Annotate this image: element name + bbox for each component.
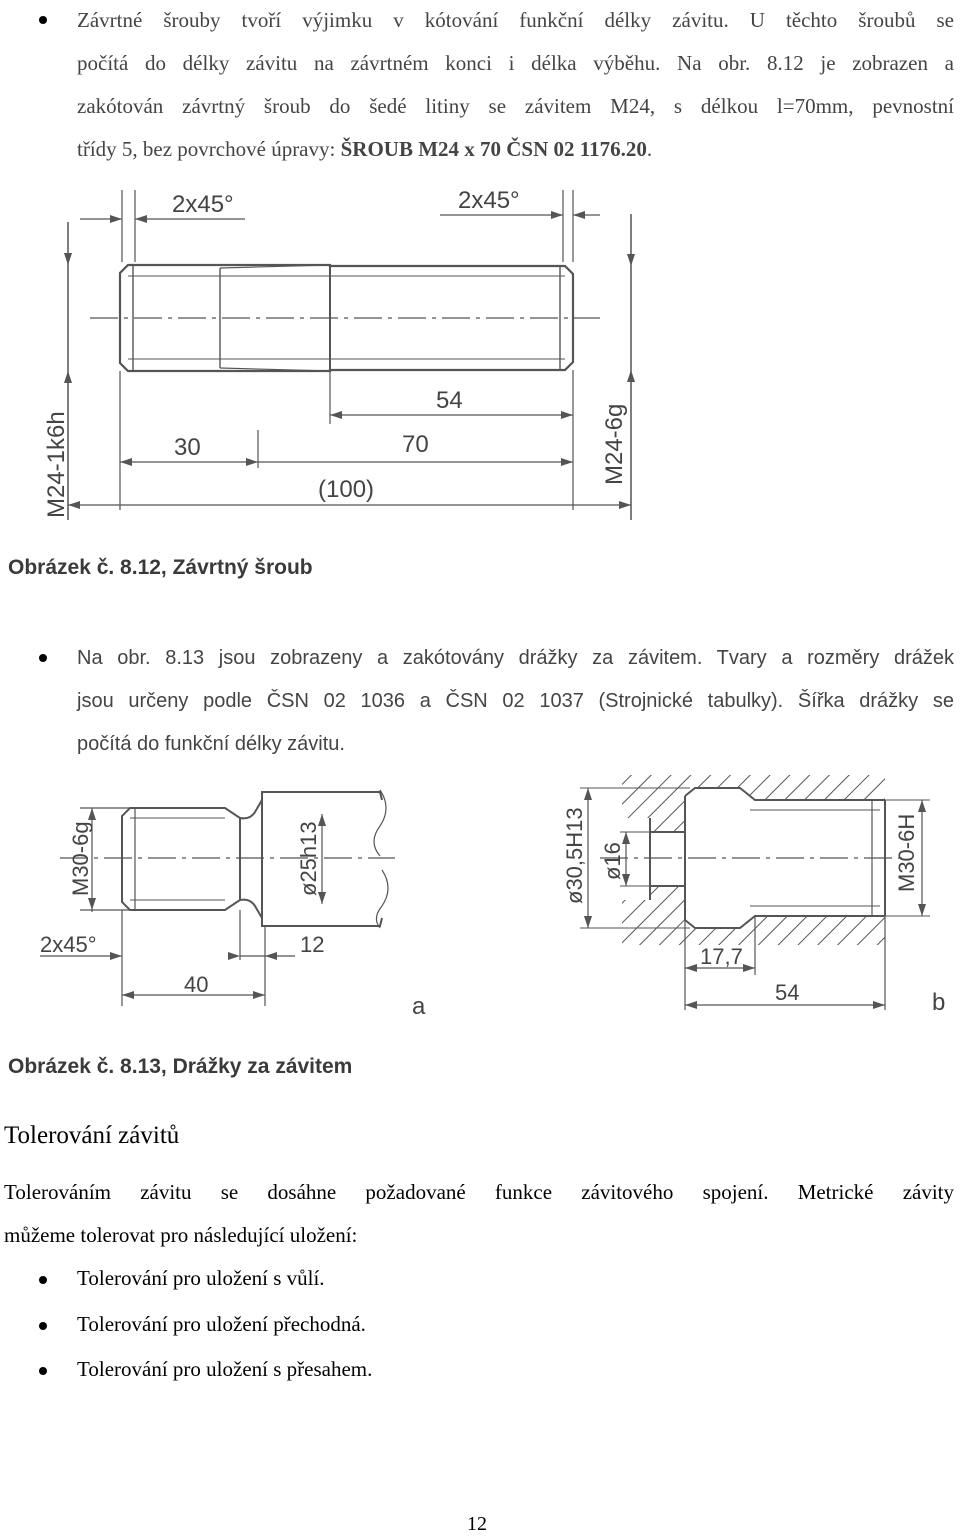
figure-1-caption: Obrázek č. 8.12, Závrtný šroub <box>8 556 313 579</box>
dim-12-label: 12 <box>300 932 325 957</box>
bullet-item-3 <box>39 1367 47 1375</box>
dim-40-label: 40 <box>184 972 209 997</box>
bullet-1 <box>39 16 47 24</box>
dim-100-label: (100) <box>318 476 375 503</box>
dim-70-label: 70 <box>402 431 429 458</box>
intro-line-1: Závrtné šrouby tvoří výjimku v kótování funkční délky závitu. U těchto šroubů se <box>77 8 954 32</box>
intro-line-4 <box>77 128 954 171</box>
stud-bolt-drawing <box>30 175 650 535</box>
letter-b-label: b <box>932 989 946 1016</box>
intro-line-4-prefix: třídy 5, bez povrchové úpravy: <box>77 137 341 161</box>
dim-54-label: 54 <box>436 387 463 414</box>
chamfer-a-label: 2x45° <box>40 932 97 957</box>
tolerance-b-label: M30-6H <box>894 813 919 892</box>
bullet-2 <box>39 654 47 662</box>
intro-line-3: zakótován závrtný šroub do šedé litiny se závitem M24, s délkou l=70mm, pevnostní <box>77 94 954 118</box>
diameter-b2-label: ø16 <box>600 842 625 880</box>
figure-2-caption: Obrázek č. 8.13, Drážky za závitem <box>8 1055 353 1078</box>
bullet-item-1 <box>39 1276 47 1284</box>
bolt-designation: ŠROUB M24 x 70 ČSN 02 1176.20 <box>340 137 647 161</box>
section-line-1: Tolerováním závitu se dosáhne požadované funkce závitového spojení. Metrické závity <box>4 1180 954 1204</box>
list-item: Tolerování pro uložení přechodná. <box>77 1312 366 1336</box>
bullet-item-2 <box>39 1322 47 1330</box>
dim-30-label: 30 <box>174 434 201 461</box>
intro-line-4-suffix: . <box>646 137 653 161</box>
intro-line-2: počítá do délky závitu na závrtném konci i délka výběhu. Na obr. 8.12 je zobrazen a <box>77 51 954 75</box>
tolerance-right-label: M24-6g <box>601 403 628 485</box>
dim-54b-label: 54 <box>775 980 800 1005</box>
letter-a-label: a <box>412 993 426 1020</box>
grooves-line-2: jsou určeny podle ČSN 02 1036 a ČSN 02 1037 (Strojnické tabulky). Šířka drážky se <box>77 690 954 712</box>
intro-paragraph <box>77 0 954 171</box>
grooves-line-3: počítá do funkční délky závitu. <box>77 733 345 755</box>
thread-grooves-drawing <box>30 770 960 1025</box>
diameter-a-label: ø25h13 <box>296 821 321 896</box>
chamfer-left-label: 2x45° <box>172 191 234 218</box>
section-heading: Tolerování závitů <box>4 1122 180 1149</box>
grooves-paragraph <box>77 637 954 766</box>
tolerance-a-label: M30-6g <box>68 821 93 896</box>
section-paragraph <box>4 1171 954 1257</box>
grooves-line-1: Na obr. 8.13 jsou zobrazeny a zakótovány drážky za závitem. Tvary a rozměry drážek <box>77 647 954 669</box>
list-item: Tolerování pro uložení s vůlí. <box>77 1266 325 1290</box>
section-line-2: můžeme tolerovat pro následující uložení: <box>4 1223 358 1247</box>
list-item: Tolerování pro uložení s přesahem. <box>77 1357 373 1381</box>
dim-17-label: 17,7 <box>700 944 743 969</box>
diameter-b1-label: ø30,5H13 <box>562 807 587 904</box>
tolerance-left-label: M24-1k6h <box>43 411 70 518</box>
page-number: 12 <box>467 1513 487 1535</box>
chamfer-right-label: 2x45° <box>458 187 520 214</box>
